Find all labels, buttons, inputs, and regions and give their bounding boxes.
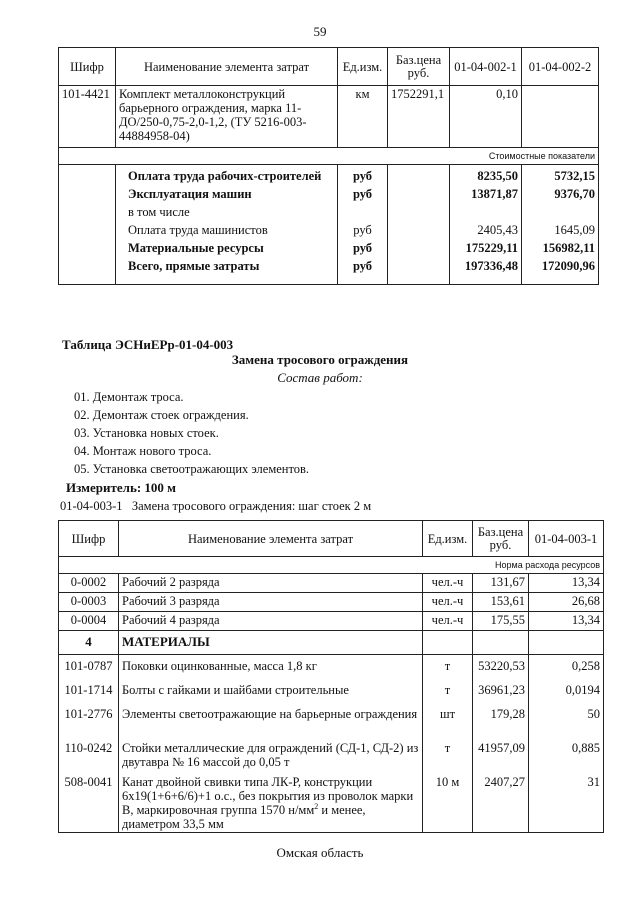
- table-row: [59, 238, 599, 256]
- table-row: [59, 631, 604, 655]
- row-unit: 10 м: [423, 773, 473, 833]
- row-value: 13,34: [529, 574, 604, 593]
- table-row: [59, 773, 604, 833]
- rope-name-sup: 2: [314, 801, 319, 811]
- row-unit: чел.-ч: [423, 612, 473, 631]
- table-row: [59, 574, 604, 593]
- section-cost-indicators: Стоимостные показатели: [59, 148, 599, 165]
- work-item: 01. Демонтаж троса.: [74, 390, 184, 404]
- row-unit: руб: [338, 220, 388, 238]
- row-price: 41957,09: [473, 737, 529, 773]
- row-code: 0-0002: [59, 574, 119, 593]
- row-value: 50: [529, 703, 604, 737]
- row-label: Оплата труда рабочих-строителей: [116, 165, 338, 185]
- row-name: Стойки металлические для ограждений (СД-1, СД-2) из двутавра № 16 массой до 0,05 т: [119, 737, 423, 773]
- item-v1: 0,10: [450, 86, 522, 148]
- table-row: [59, 655, 604, 679]
- row-value: 0,0194: [529, 679, 604, 703]
- row-price: 179,28: [473, 703, 529, 737]
- footer-region: Омская область: [276, 845, 364, 860]
- row-name: Элементы светоотражающие на барьерные ограждения: [119, 703, 423, 737]
- norm-subtitle: 01-04-003-1 Замена тросового ограждения: шаг стоек 2 м: [60, 499, 372, 513]
- row-value: 0,885: [529, 737, 604, 773]
- row-label: в том числе: [116, 202, 338, 220]
- row-v2: 5732,15: [522, 165, 599, 185]
- row-unit: руб: [338, 165, 388, 185]
- table-row: [59, 165, 599, 185]
- table-row: [59, 679, 604, 703]
- materials-label: МАТЕРИАЛЫ: [119, 631, 423, 655]
- row-code: 0-0004: [59, 612, 119, 631]
- row-name: Рабочий 4 разряда: [119, 612, 423, 631]
- work-item: 02. Демонтаж стоек ограждения.: [74, 408, 249, 422]
- row-name: Рабочий 2 разряда: [119, 574, 423, 593]
- section-title: Замена тросового ограждения: [231, 352, 409, 367]
- row-value: 13,34: [529, 612, 604, 631]
- work-item: 05. Установка светоотражающих элементов.: [74, 462, 310, 476]
- work-item: 03. Установка новых стоек.: [74, 426, 219, 440]
- row-v1: 197336,48: [450, 256, 522, 284]
- materials-code: 4: [59, 631, 119, 655]
- row-price: 175,55: [473, 612, 529, 631]
- row-v1: 8235,50: [450, 165, 522, 185]
- table-row: [59, 86, 599, 148]
- header-price: Баз.цена руб.: [388, 48, 450, 86]
- row-unit: руб: [338, 184, 388, 202]
- row-name: Болты с гайками и шайбами строительные: [119, 679, 423, 703]
- row-v1: 175229,11: [450, 238, 522, 256]
- row-value: 31: [529, 773, 604, 833]
- row-unit: т: [423, 679, 473, 703]
- cost-table-1: [58, 47, 599, 285]
- table-row: [59, 256, 599, 284]
- header-col1: 01-04-003-1: [529, 521, 604, 557]
- table-row: [59, 593, 604, 612]
- row-price: 2407,27: [473, 773, 529, 833]
- work-item: 04. Монтаж нового троса.: [74, 444, 212, 458]
- table-row: [59, 612, 604, 631]
- row-code: 0-0003: [59, 593, 119, 612]
- row-code: 508-0041: [59, 773, 119, 833]
- header-code: Шифр: [59, 48, 116, 86]
- row-unit: чел.-ч: [423, 574, 473, 593]
- header-col2: 01-04-002-2: [522, 48, 599, 86]
- item-code: 101-4421: [59, 86, 116, 148]
- row-unit: т: [423, 655, 473, 679]
- table-row: [59, 184, 599, 202]
- item-v2: [522, 86, 599, 148]
- row-unit: руб: [338, 256, 388, 284]
- row-label: Эксплуатация машин: [116, 184, 338, 202]
- row-v2: 156982,11: [522, 238, 599, 256]
- table-row: [59, 703, 604, 737]
- header-name: Наименование элемента затрат: [116, 48, 338, 86]
- page-number: 59: [313, 24, 327, 39]
- row-label: Оплата труда машинистов: [116, 220, 338, 238]
- table-row: [59, 737, 604, 773]
- row-unit: руб: [338, 238, 388, 256]
- row-v2: 9376,70: [522, 184, 599, 202]
- table-title: Таблица ЭСНиЕРр-01-04-003: [62, 337, 234, 352]
- row-value: 26,68: [529, 593, 604, 612]
- row-label: Материальные ресурсы: [116, 238, 338, 256]
- row-code: 101-1714: [59, 679, 119, 703]
- item-price: 1752291,1: [388, 86, 450, 148]
- resource-table: [58, 520, 604, 833]
- measure-unit: Измеритель: 100 м: [66, 480, 177, 495]
- header-unit: Ед.изм.: [338, 48, 388, 86]
- table-row: [59, 202, 599, 220]
- row-v2: 172090,96: [522, 256, 599, 284]
- row-unit: шт: [423, 703, 473, 737]
- row-price: 36961,23: [473, 679, 529, 703]
- header-price: Баз.цена руб.: [473, 521, 529, 557]
- row-label: Всего, прямые затраты: [116, 256, 338, 284]
- header-col1: 01-04-002-1: [450, 48, 522, 86]
- section-resource-norms: Норма расхода ресурсов: [59, 557, 604, 574]
- item-unit: км: [338, 86, 388, 148]
- row-v1: 13871,87: [450, 184, 522, 202]
- table-row: [59, 220, 599, 238]
- row-code: 110-0242: [59, 737, 119, 773]
- row-unit: т: [423, 737, 473, 773]
- works-title: Состав работ:: [277, 370, 363, 385]
- header-name: Наименование элемента затрат: [119, 521, 423, 557]
- row-price: 153,61: [473, 593, 529, 612]
- row-name: Поковки оцинкованные, масса 1,8 кг: [119, 655, 423, 679]
- row-unit: чел.-ч: [423, 593, 473, 612]
- row-value: 0,258: [529, 655, 604, 679]
- row-name: [119, 773, 423, 833]
- row-price: 131,67: [473, 574, 529, 593]
- row-v2: 1645,09: [522, 220, 599, 238]
- row-price: 53220,53: [473, 655, 529, 679]
- row-code: 101-0787: [59, 655, 119, 679]
- header-unit: Ед.изм.: [423, 521, 473, 557]
- rope-name-b: и менее, диаметром 33,5 мм: [122, 802, 366, 831]
- item-name: Комплект металлоконструкций барьерного ограждения, марка 11-ДО/250-0,75-2,0-1,2, (ТУ 5216-003-44884958-04): [116, 86, 338, 148]
- row-code: 101-2776: [59, 703, 119, 737]
- row-name: Рабочий 3 разряда: [119, 593, 423, 612]
- header-code: Шифр: [59, 521, 119, 557]
- rope-name-a: Канат двойной свивки типа ЛК-Р, конструкции 6х19(1+6+6/6)+1 о.с., без покрытия из проволок марки В, маркировочная группа 1570 н/мм: [122, 774, 414, 817]
- row-v1: 2405,43: [450, 220, 522, 238]
